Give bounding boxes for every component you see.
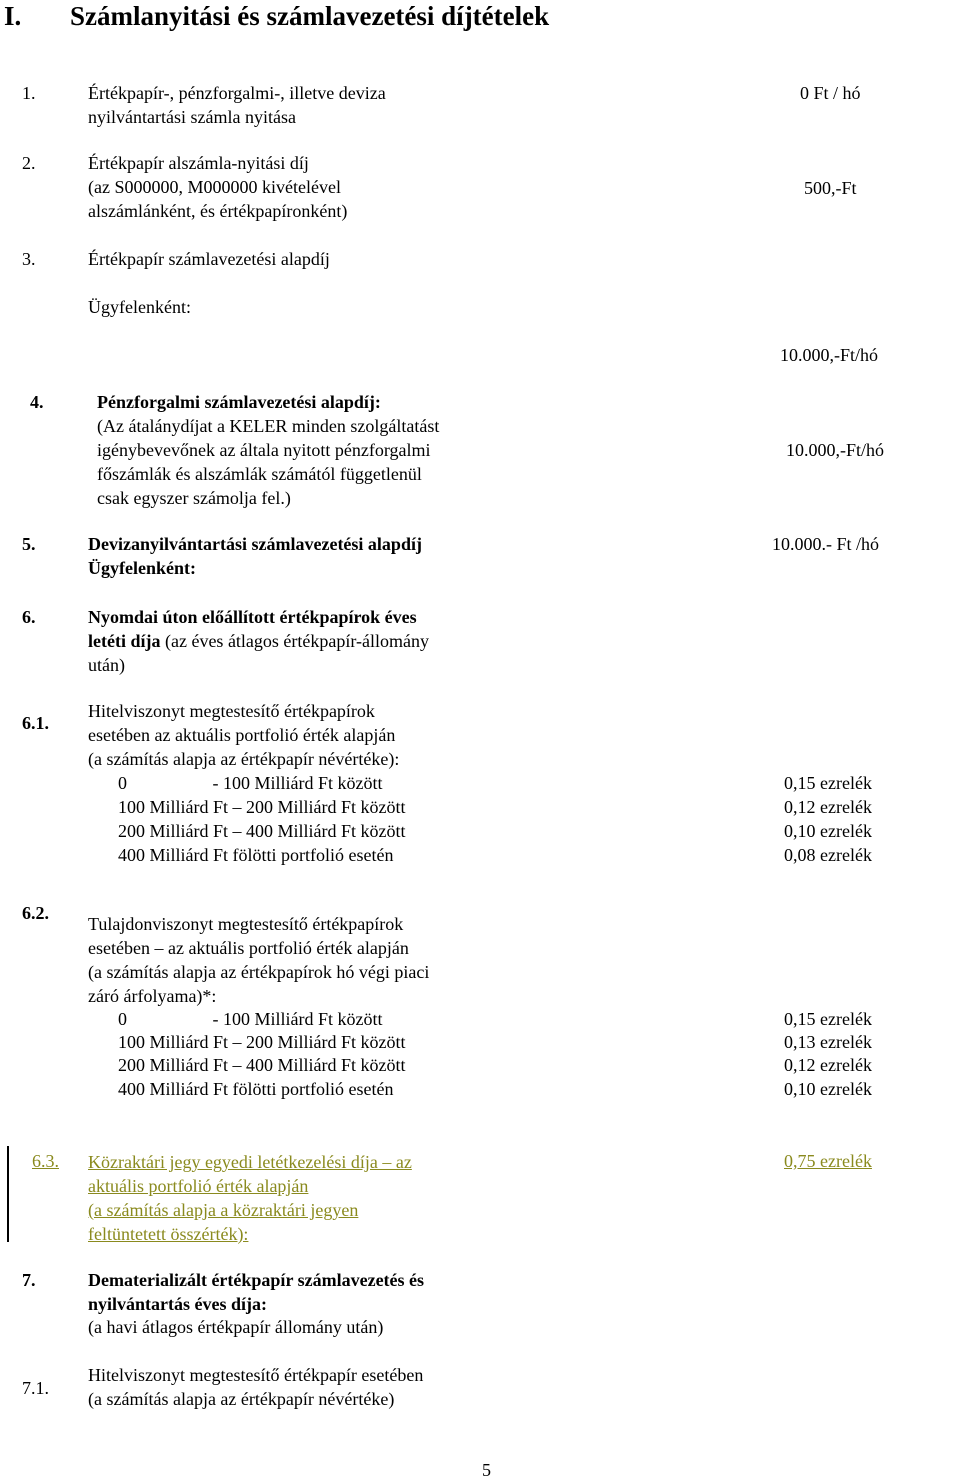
item-6-2-line-2: esetében – az aktuális portfolió érték alapján bbox=[88, 938, 409, 958]
item-7-line-1: Dematerializált értékpapír számlavezetés és bbox=[88, 1270, 425, 1290]
item-1-number: 1. bbox=[22, 83, 36, 103]
item-6-3-line-1: Közraktári jegy egyedi letétkezelési díja – az bbox=[88, 1152, 412, 1172]
item-7-number: 7. bbox=[22, 1270, 36, 1290]
item-6-line-2-bold: letéti díja bbox=[88, 631, 161, 651]
item-6-3-line-4: feltüntetett összérték): bbox=[88, 1224, 249, 1244]
item-5-fee: 10.000.- Ft /hó bbox=[772, 534, 880, 554]
item-7-1-line-2: (a számítás alapja az értékpapír névértéke) bbox=[88, 1389, 395, 1409]
item-4-line-1: (Az átalánydíjat a KELER minden szolgáltatást bbox=[97, 416, 440, 436]
item-6-1-tier-1-label: 0 - 100 Milliárd Ft között bbox=[118, 773, 383, 793]
item-6-2-tier-2-fee: 0,13 ezrelék bbox=[784, 1032, 872, 1052]
item-5-line-1: Devizanyilvántartási számlavezetési alapdíj bbox=[88, 534, 422, 554]
item-3-number: 3. bbox=[22, 249, 36, 269]
item-2-line-3: alszámlánként, és értékpapíronként) bbox=[88, 201, 348, 221]
change-bar bbox=[7, 1146, 9, 1242]
item-6-2-tier-3-fee: 0,12 ezrelék bbox=[784, 1055, 872, 1075]
item-6-2-tier-4-label: 400 Milliárd Ft fölötti portfolió esetén bbox=[118, 1079, 394, 1099]
item-6-3-number: 6.3. bbox=[32, 1151, 59, 1171]
item-6-line-2-rest: (az éves átlagos értékpapír-állomány bbox=[160, 631, 429, 651]
item-6-1-number: 6.1. bbox=[22, 713, 49, 733]
item-2-line-1: Értékpapír alszámla-nyitási díj bbox=[88, 153, 309, 173]
item-6-2-line-1: Tulajdonviszonyt megtestesítő értékpapírok bbox=[88, 914, 404, 934]
item-6-1-tier-2-fee: 0,12 ezrelék bbox=[784, 797, 872, 817]
item-5-number: 5. bbox=[22, 534, 36, 554]
item-7-sub: (a havi átlagos értékpapír állomány után) bbox=[88, 1317, 384, 1337]
item-6-line-3: után) bbox=[88, 655, 125, 675]
item-4-fee: 10.000,-Ft/hó bbox=[786, 440, 885, 460]
item-6-2-line-3: (a számítás alapja az értékpapírok hó végi piaci bbox=[88, 962, 430, 982]
item-6-1-tier-1-fee: 0,15 ezrelék bbox=[784, 773, 872, 793]
item-6-3-fee: 0,75 ezrelék bbox=[784, 1151, 872, 1171]
item-6-1-tier-3-label: 200 Milliárd Ft – 400 Milliárd Ft között bbox=[118, 821, 406, 841]
item-5-line-2: Ügyfelenként: bbox=[88, 558, 196, 578]
item-6-2-number: 6.2. bbox=[22, 903, 49, 923]
item-7-1-number: 7.1. bbox=[22, 1378, 49, 1398]
item-4-line-2: igénybevevőnek az általa nyitott pénzforgalmi bbox=[97, 440, 431, 460]
item-1-line-2: nyilvántartási számla nyitása bbox=[88, 107, 296, 127]
item-3-line: Értékpapír számlavezetési alapdíj bbox=[88, 249, 330, 269]
page-number: 5 bbox=[482, 1460, 491, 1480]
item-6-3-line-3: (a számítás alapja a közraktári jegyen bbox=[88, 1200, 359, 1220]
item-6-1-line-3: (a számítás alapja az értékpapír névértéke): bbox=[88, 749, 400, 769]
item-6-3-line-2: aktuális portfolió érték alapján bbox=[88, 1176, 309, 1196]
item-7-line-2: nyilvántartás éves díja: bbox=[88, 1294, 267, 1314]
item-6-number: 6. bbox=[22, 607, 36, 627]
item-6-2-line-4: záró árfolyama)*: bbox=[88, 986, 217, 1006]
item-1-line-1: Értékpapír-, pénzforgalmi-, illetve deviza bbox=[88, 83, 386, 103]
item-7-1-line-1: Hitelviszonyt megtestesítő értékpapír esetében bbox=[88, 1365, 424, 1385]
item-2-fee: 500,-Ft bbox=[804, 178, 857, 198]
page-title: Számlanyitási és számlavezetési díjtételek bbox=[70, 1, 550, 31]
item-4-line-4: csak egyszer számolja fel.) bbox=[97, 488, 291, 508]
item-6-1-tier-4-fee: 0,08 ezrelék bbox=[784, 845, 872, 865]
item-6-1-tier-2-label: 100 Milliárd Ft – 200 Milliárd Ft között bbox=[118, 797, 406, 817]
item-6-2-tier-1-label: 0 - 100 Milliárd Ft között bbox=[118, 1009, 383, 1029]
item-4-line-3: főszámlák és alszámlák számától függetlenül bbox=[97, 464, 422, 484]
item-2-line-2: (az S000000, M000000 kivételével bbox=[88, 177, 341, 197]
item-2-number: 2. bbox=[22, 153, 36, 173]
item-6-2-tier-4-fee: 0,10 ezrelék bbox=[784, 1079, 872, 1099]
item-6-2-tier-2-label: 100 Milliárd Ft – 200 Milliárd Ft között bbox=[118, 1032, 406, 1052]
item-6-2-tier-3-label: 200 Milliárd Ft – 400 Milliárd Ft között bbox=[118, 1055, 406, 1075]
item-4-number: 4. bbox=[30, 392, 44, 412]
item-3-sub: Ügyfelenként: bbox=[88, 297, 191, 317]
item-6-line-1: Nyomdai úton előállított értékpapírok éves bbox=[88, 607, 417, 627]
item-6-1-line-1: Hitelviszonyt megtestesítő értékpapírok bbox=[88, 701, 375, 721]
item-1-fee: 0 Ft / hó bbox=[800, 83, 861, 103]
item-6-1-line-2: esetében az aktuális portfolió érték alapján bbox=[88, 725, 396, 745]
item-6-1-tier-3-fee: 0,10 ezrelék bbox=[784, 821, 872, 841]
item-4-heading: Pénzforgalmi számlavezetési alapdíj: bbox=[97, 392, 381, 412]
item-6-line-2 bbox=[88, 630, 429, 654]
item-6-2-tier-1-fee: 0,15 ezrelék bbox=[784, 1009, 872, 1029]
section-number: I. bbox=[4, 1, 22, 31]
item-6-1-tier-4-label: 400 Milliárd Ft fölötti portfolió esetén bbox=[118, 845, 394, 865]
item-3-fee: 10.000,-Ft/hó bbox=[780, 345, 879, 365]
